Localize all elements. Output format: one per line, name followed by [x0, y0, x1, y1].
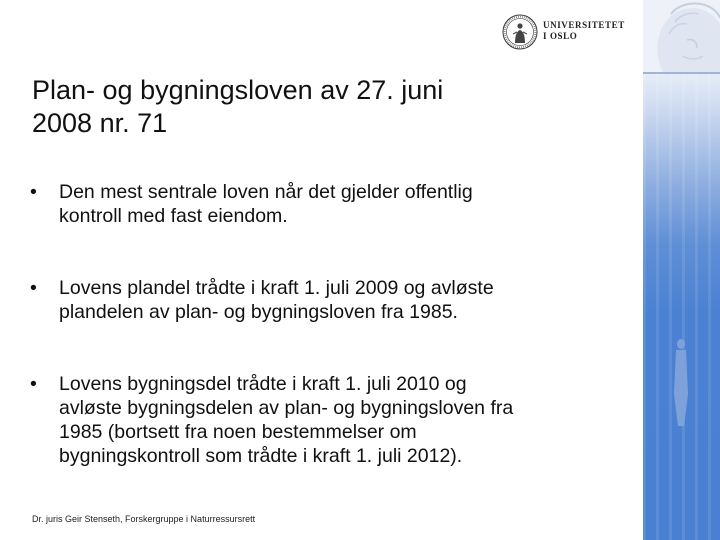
bullet-item-1 [30, 180, 630, 228]
bullet-marker: • [30, 373, 37, 395]
logo-line-2: I OSLO [543, 31, 578, 41]
university-logo [502, 14, 632, 52]
university-seal-icon [502, 14, 538, 50]
logo-line-1: UNIVERSITETET [543, 20, 625, 30]
bullet-marker: • [30, 181, 37, 203]
decorative-side-panel [643, 0, 720, 540]
bullet-marker: • [30, 277, 37, 299]
bullet-2-line-1: Lovens plandel trådte i kraft 1. juli 2009 og avløste [59, 277, 494, 299]
title-line-2: 2008 nr. 71 [32, 108, 168, 138]
bullet-3-line-2: avløste bygningsdelen av plan- og bygningsloven fra [59, 397, 514, 419]
bullet-item-3 [30, 372, 630, 468]
bullet-item-2 [30, 276, 630, 324]
title-line-1: Plan- og bygningsloven av 27. juni [32, 75, 444, 105]
bullet-3-line-4: bygningskontroll som trådte i kraft 1. juli 2012). [59, 445, 463, 467]
bullet-2-line-2: plandelen av plan- og bygningsloven fra 1985. [59, 301, 458, 323]
bullet-1-line-2: kontroll med fast eiendom. [59, 205, 288, 227]
bullet-3-line-3: 1985 (bortsett fra noen bestemmelser om [59, 421, 417, 443]
blue-column-image [643, 74, 720, 540]
statue-head-image [643, 0, 720, 72]
bullet-list [30, 180, 630, 468]
footer-author: Dr. juris Geir Stenseth, Forskergruppe i Naturressursrett [32, 514, 256, 524]
slide-title [32, 74, 622, 140]
bullet-3-line-1: Lovens bygningsdel trådte i kraft 1. juli 2010 og [59, 373, 467, 395]
bullet-1-line-1: Den mest sentrale loven når det gjelder offentlig [59, 181, 473, 203]
